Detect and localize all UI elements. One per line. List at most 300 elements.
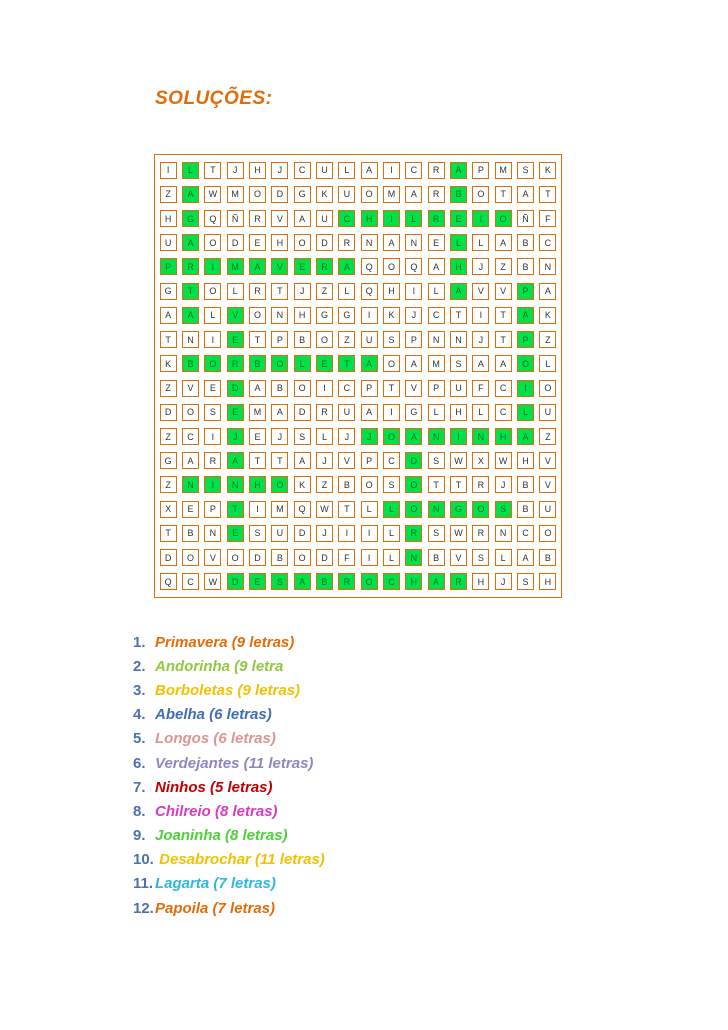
word-list-item: [133, 896, 325, 920]
grid-letter: O: [495, 210, 512, 227]
grid-letter: O: [294, 234, 311, 251]
grid-letter: I: [204, 331, 221, 348]
grid-cell: [157, 400, 179, 424]
grid-letter: V: [338, 452, 355, 469]
grid-letter: J: [405, 307, 422, 324]
grid-cell: [514, 449, 536, 473]
grid-letter: T: [539, 186, 556, 203]
grid-cell: [492, 206, 514, 230]
grid-letter: C: [383, 573, 400, 590]
grid-cell: [537, 400, 559, 424]
grid-cell: [246, 497, 268, 521]
grid-letter: N: [472, 428, 489, 445]
grid-cell: [269, 521, 291, 545]
grid-letter: N: [428, 501, 445, 518]
grid-letter: J: [316, 452, 333, 469]
grid-cell: [269, 206, 291, 230]
grid-letter: U: [361, 331, 378, 348]
grid-cell: [537, 521, 559, 545]
grid-cell: [224, 158, 246, 182]
grid-cell: [202, 546, 224, 570]
grid-letter: W: [450, 452, 467, 469]
grid-letter: N: [271, 307, 288, 324]
grid-letter: O: [204, 355, 221, 372]
grid-cell: [514, 255, 536, 279]
grid-letter: O: [182, 549, 199, 566]
grid-letter: O: [405, 476, 422, 493]
word-list-item: [133, 799, 325, 823]
grid-letter: W: [204, 186, 221, 203]
grid-cell: [470, 570, 492, 594]
grid-cell: [492, 449, 514, 473]
grid-cell: [179, 206, 201, 230]
grid-cell: [514, 376, 536, 400]
grid-letter: D: [294, 404, 311, 421]
grid-cell: [202, 206, 224, 230]
word-number: 9.: [133, 827, 146, 845]
grid-cell: [179, 473, 201, 497]
grid-cell: [336, 570, 358, 594]
grid-letter: J: [271, 162, 288, 179]
grid-letter: L: [316, 428, 333, 445]
grid-letter: G: [338, 307, 355, 324]
grid-cell: [269, 303, 291, 327]
grid-letter: G: [160, 452, 177, 469]
grid-cell: [313, 449, 335, 473]
grid-letter: I: [517, 380, 534, 397]
grid-cell: [157, 521, 179, 545]
grid-letter: L: [361, 501, 378, 518]
grid-cell: [246, 376, 268, 400]
grid-cell: [470, 328, 492, 352]
grid-cell: [403, 376, 425, 400]
grid-cell: [313, 206, 335, 230]
grid-letter: V: [472, 283, 489, 300]
grid-letter: B: [182, 355, 199, 372]
grid-letter: S: [517, 162, 534, 179]
grid-cell: [246, 303, 268, 327]
grid-letter: J: [361, 428, 378, 445]
grid-letter: L: [495, 549, 512, 566]
grid-cell: [380, 231, 402, 255]
grid-letter: B: [182, 525, 199, 542]
grid-cell: [291, 231, 313, 255]
grid-cell: [179, 497, 201, 521]
grid-letter: O: [405, 501, 422, 518]
grid-letter: L: [338, 162, 355, 179]
grid-cell: [514, 206, 536, 230]
grid-letter: U: [450, 380, 467, 397]
grid-letter: D: [160, 404, 177, 421]
grid-cell: [470, 279, 492, 303]
grid-letter: O: [182, 404, 199, 421]
grid-cell: [157, 279, 179, 303]
word-number: 1.: [133, 633, 146, 651]
grid-cell: [179, 449, 201, 473]
grid-letter: B: [249, 355, 266, 372]
grid-cell: [514, 303, 536, 327]
grid-letter: A: [271, 404, 288, 421]
grid-cell: [425, 206, 447, 230]
grid-letter: B: [271, 549, 288, 566]
grid-cell: [336, 206, 358, 230]
grid-cell: [514, 231, 536, 255]
grid-cell: [157, 449, 179, 473]
grid-letter: P: [472, 162, 489, 179]
grid-cell: [358, 449, 380, 473]
grid-cell: [336, 521, 358, 545]
grid-letter: P: [405, 331, 422, 348]
grid-letter: J: [472, 331, 489, 348]
grid-letter: P: [361, 452, 378, 469]
word-list-item: [133, 824, 325, 848]
grid-cell: [224, 255, 246, 279]
grid-letter: Ñ: [227, 210, 244, 227]
grid-cell: [425, 497, 447, 521]
grid-letter: K: [383, 307, 400, 324]
grid-cell: [380, 303, 402, 327]
grid-cell: [358, 182, 380, 206]
grid-cell: [157, 158, 179, 182]
grid-letter: C: [182, 428, 199, 445]
grid-cell: [447, 424, 469, 448]
grid-cell: [246, 231, 268, 255]
grid-letter: T: [182, 283, 199, 300]
grid-cell: [224, 328, 246, 352]
grid-cell: [470, 546, 492, 570]
grid-letter: E: [227, 525, 244, 542]
grid-letter: A: [495, 234, 512, 251]
grid-cell: [358, 546, 380, 570]
grid-letter: L: [472, 234, 489, 251]
grid-cell: [380, 473, 402, 497]
grid-cell: [358, 279, 380, 303]
grid-cell: [224, 546, 246, 570]
grid-cell: [313, 400, 335, 424]
grid-cell: [380, 279, 402, 303]
grid-letter: I: [361, 549, 378, 566]
grid-cell: [157, 570, 179, 594]
grid-letter: S: [472, 549, 489, 566]
grid-letter: Z: [539, 331, 556, 348]
word-list-item: [133, 848, 325, 872]
grid-letter: N: [227, 476, 244, 493]
grid-cell: [492, 279, 514, 303]
grid-cell: [291, 497, 313, 521]
grid-cell: [425, 449, 447, 473]
grid-cell: [179, 158, 201, 182]
grid-cell: [269, 570, 291, 594]
grid-letter: L: [472, 404, 489, 421]
grid-letter: H: [405, 573, 422, 590]
grid-letter: P: [517, 283, 534, 300]
grid-letter: F: [338, 549, 355, 566]
grid-letter: S: [450, 355, 467, 372]
grid-letter: B: [316, 573, 333, 590]
word-number: 8.: [133, 802, 146, 820]
word-label: Ninhos (5 letras): [155, 778, 273, 796]
grid-cell: [179, 182, 201, 206]
grid-cell: [492, 400, 514, 424]
grid-letter: I: [204, 428, 221, 445]
grid-letter: A: [517, 186, 534, 203]
grid-cell: [269, 376, 291, 400]
grid-cell: [291, 158, 313, 182]
grid-letter: N: [495, 525, 512, 542]
grid-cell: [380, 328, 402, 352]
grid-cell: [447, 328, 469, 352]
grid-cell: [336, 255, 358, 279]
grid-cell: [179, 546, 201, 570]
grid-letter: F: [539, 210, 556, 227]
grid-cell: [179, 570, 201, 594]
grid-letter: E: [249, 428, 266, 445]
grid-cell: [514, 182, 536, 206]
grid-letter: N: [539, 258, 556, 275]
grid-cell: [202, 352, 224, 376]
grid-cell: [179, 255, 201, 279]
grid-letter: L: [204, 307, 221, 324]
grid-cell: [179, 303, 201, 327]
grid-cell: [492, 231, 514, 255]
grid-cell: [358, 521, 380, 545]
grid-letter: G: [316, 307, 333, 324]
grid-cell: [313, 473, 335, 497]
grid-letter: O: [472, 501, 489, 518]
grid-letter: Q: [160, 573, 177, 590]
grid-letter: I: [361, 307, 378, 324]
grid-cell: [269, 497, 291, 521]
grid-letter: P: [160, 258, 177, 275]
grid-cell: [202, 231, 224, 255]
grid-letter: R: [450, 573, 467, 590]
grid-letter: B: [517, 476, 534, 493]
grid-cell: [246, 473, 268, 497]
grid-letter: P: [361, 380, 378, 397]
grid-cell: [403, 182, 425, 206]
grid-letter: P: [204, 501, 221, 518]
grid-cell: [537, 449, 559, 473]
grid-letter: S: [249, 525, 266, 542]
grid-cell: [157, 206, 179, 230]
grid-letter: U: [271, 525, 288, 542]
grid-cell: [492, 497, 514, 521]
grid-cell: [313, 570, 335, 594]
grid-letter: U: [316, 162, 333, 179]
grid-letter: H: [450, 404, 467, 421]
grid-cell: [492, 546, 514, 570]
grid-cell: [246, 400, 268, 424]
grid-letter: O: [294, 380, 311, 397]
grid-letter: D: [294, 525, 311, 542]
grid-cell: [447, 303, 469, 327]
grid-cell: [358, 255, 380, 279]
grid-cell: [269, 352, 291, 376]
grid-letter: D: [227, 234, 244, 251]
grid-cell: [269, 546, 291, 570]
grid-letter: T: [249, 452, 266, 469]
grid-cell: [514, 521, 536, 545]
grid-cell: [202, 521, 224, 545]
grid-letter: C: [383, 452, 400, 469]
grid-cell: [492, 255, 514, 279]
grid-letter: T: [428, 476, 445, 493]
grid-letter: A: [361, 404, 378, 421]
grid-letter: H: [160, 210, 177, 227]
grid-cell: [202, 158, 224, 182]
grid-cell: [336, 303, 358, 327]
grid-cell: [447, 255, 469, 279]
grid-letter: A: [517, 549, 534, 566]
grid-letter: K: [539, 307, 556, 324]
grid-cell: [224, 449, 246, 473]
grid-cell: [425, 546, 447, 570]
grid-cell: [537, 352, 559, 376]
grid-cell: [291, 303, 313, 327]
grid-letter: A: [249, 380, 266, 397]
grid-cell: [425, 521, 447, 545]
grid-letter: Z: [495, 258, 512, 275]
grid-cell: [202, 424, 224, 448]
grid-cell: [492, 328, 514, 352]
grid-letter: W: [450, 525, 467, 542]
grid-cell: [447, 352, 469, 376]
grid-cell: [157, 424, 179, 448]
grid-cell: [246, 521, 268, 545]
grid-cell: [291, 400, 313, 424]
grid-cell: [179, 279, 201, 303]
grid-cell: [291, 255, 313, 279]
word-number: 11.: [133, 875, 154, 893]
grid-cell: [403, 328, 425, 352]
grid-letter: H: [383, 283, 400, 300]
grid-cell: [313, 231, 335, 255]
grid-cell: [291, 279, 313, 303]
grid-letter: L: [338, 283, 355, 300]
grid-cell: [380, 570, 402, 594]
grid-letter: Z: [160, 476, 177, 493]
grid-cell: [537, 328, 559, 352]
grid-cell: [470, 206, 492, 230]
grid-letter: R: [472, 525, 489, 542]
grid-letter: E: [249, 573, 266, 590]
grid-letter: R: [428, 210, 445, 227]
grid-letter: D: [316, 234, 333, 251]
grid-letter: M: [227, 186, 244, 203]
grid-cell: [291, 473, 313, 497]
grid-letter: B: [294, 331, 311, 348]
grid-cell: [403, 570, 425, 594]
grid-cell: [358, 303, 380, 327]
grid-letter: U: [316, 210, 333, 227]
grid-cell: [157, 182, 179, 206]
grid-cell: [403, 206, 425, 230]
grid-cell: [179, 424, 201, 448]
grid-letter: A: [182, 186, 199, 203]
grid-letter: R: [316, 258, 333, 275]
grid-letter: Z: [160, 428, 177, 445]
grid-cell: [537, 424, 559, 448]
grid-cell: [157, 473, 179, 497]
grid-letter: V: [204, 549, 221, 566]
grid-cell: [157, 497, 179, 521]
grid-letter: U: [160, 234, 177, 251]
grid-letter: I: [204, 258, 221, 275]
grid-cell: [336, 158, 358, 182]
grid-letter: A: [294, 573, 311, 590]
grid-cell: [470, 182, 492, 206]
grid-cell: [537, 497, 559, 521]
grid-letter: V: [450, 549, 467, 566]
grid-cell: [447, 521, 469, 545]
grid-cell: [447, 400, 469, 424]
grid-cell: [202, 400, 224, 424]
grid-cell: [157, 352, 179, 376]
grid-cell: [470, 424, 492, 448]
grid-letter: G: [450, 501, 467, 518]
grid-cell: [470, 449, 492, 473]
grid-cell: [269, 255, 291, 279]
grid-letter: K: [160, 355, 177, 372]
grid-letter: C: [517, 525, 534, 542]
grid-letter: R: [338, 573, 355, 590]
grid-letter: I: [472, 307, 489, 324]
grid-letter: C: [495, 404, 512, 421]
grid-cell: [313, 376, 335, 400]
grid-letter: L: [182, 162, 199, 179]
grid-cell: [403, 424, 425, 448]
grid-letter: A: [294, 210, 311, 227]
grid-letter: A: [182, 234, 199, 251]
word-label: Lagarta (7 letras): [155, 875, 276, 893]
grid-cell: [470, 497, 492, 521]
grid-cell: [425, 376, 447, 400]
grid-letter: H: [495, 428, 512, 445]
grid-letter: R: [316, 404, 333, 421]
grid-cell: [358, 424, 380, 448]
word-label: Borboletas (9 letras): [155, 681, 301, 699]
grid-letter: T: [495, 331, 512, 348]
word-list-item: [133, 775, 325, 799]
grid-letter: O: [539, 380, 556, 397]
grid-letter: J: [294, 283, 311, 300]
grid-cell: [224, 497, 246, 521]
grid-letter: C: [428, 307, 445, 324]
grid-letter: N: [361, 234, 378, 251]
grid-cell: [537, 376, 559, 400]
grid-cell: [514, 570, 536, 594]
grid-letter: C: [495, 380, 512, 397]
grid-cell: [202, 328, 224, 352]
grid-cell: [425, 424, 447, 448]
grid-letter: L: [383, 549, 400, 566]
grid-cell: [425, 279, 447, 303]
word-number: 5.: [133, 730, 146, 748]
grid-cell: [157, 546, 179, 570]
grid-letter: B: [428, 549, 445, 566]
grid-cell: [358, 497, 380, 521]
grid-letter: T: [338, 501, 355, 518]
grid-cell: [492, 182, 514, 206]
grid-cell: [313, 497, 335, 521]
grid-letter: L: [405, 210, 422, 227]
word-number: 4.: [133, 706, 146, 724]
grid-letter: H: [361, 210, 378, 227]
grid-cell: [492, 352, 514, 376]
grid-letter: B: [517, 234, 534, 251]
grid-cell: [179, 521, 201, 545]
word-label: Abelha (6 letras): [155, 706, 272, 724]
